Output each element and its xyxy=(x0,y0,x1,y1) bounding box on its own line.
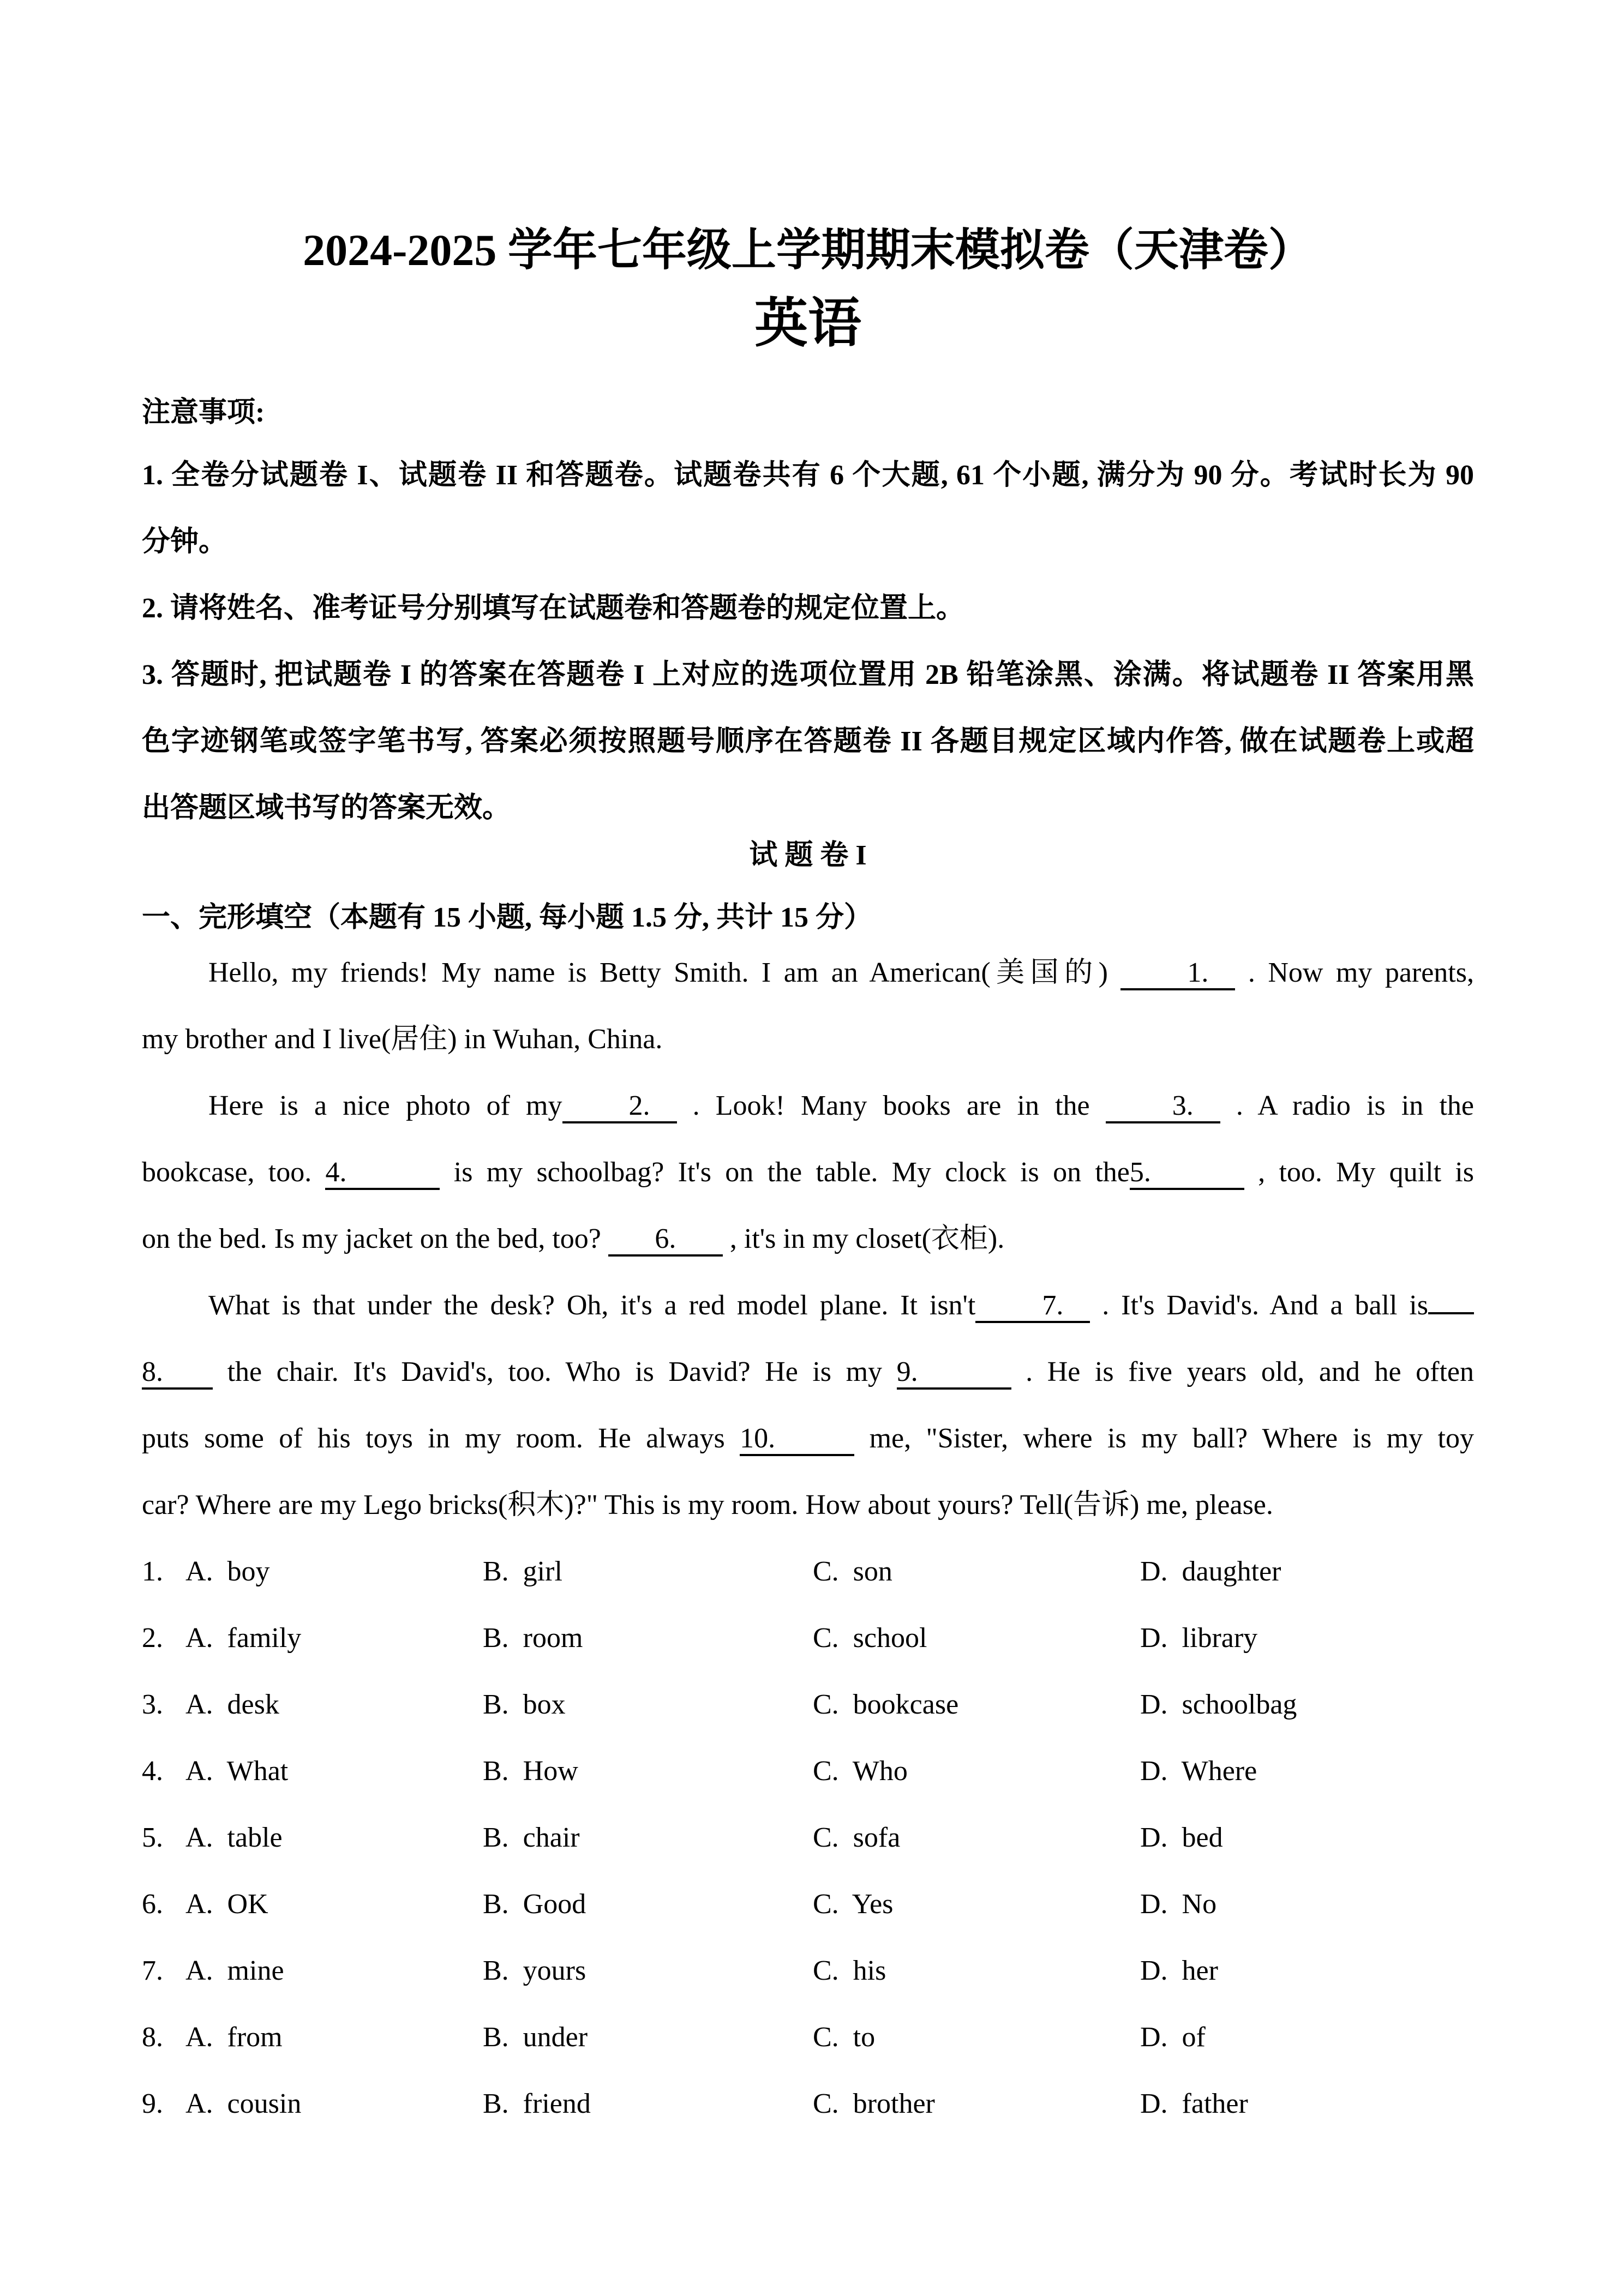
fill-blank-2: 2. xyxy=(562,1091,677,1123)
notes-line: 1. 全卷分试题卷 I、试题卷 II 和答题卷。试题卷共有 6 个大题, 61 个小题, 满分为 90 分。考试时长为 90 xyxy=(142,460,1474,491)
notes-line: 分钟。 xyxy=(142,526,227,557)
fill-blank-10: 10. xyxy=(740,1424,854,1456)
exam-title: 2024-2025 学年七年级上学期期末模拟卷（天津卷） xyxy=(303,225,1313,275)
option-a: 2. A. family xyxy=(142,1605,301,1672)
question-number: 9. xyxy=(142,2088,163,2119)
option-a: 4. A. What xyxy=(142,1738,288,1805)
option-c: C. brother xyxy=(813,2088,935,2119)
question-row xyxy=(142,2071,1474,2137)
option-b: B. friend xyxy=(483,2088,591,2119)
fill-blank-1: 1. xyxy=(1120,958,1235,990)
cloze-passage xyxy=(142,940,1474,1538)
passage-line: on the bed. Is my jacket on the bed, too? 6. , it's in my closet(衣柜). xyxy=(142,1206,1474,1272)
passage-line: puts some of his toys in my room. He always 10. me, "Sister, where is my ball? Where is my toy xyxy=(142,1405,1474,1472)
option-c: C. bookcase xyxy=(813,1689,959,1720)
question-row xyxy=(142,1672,1474,1738)
fill-blank-3: 3. xyxy=(1106,1091,1220,1123)
option-b: B. How xyxy=(483,1756,578,1787)
fill-blank-4: 4. xyxy=(325,1158,440,1190)
paper-part-heading: 试 题 卷 I xyxy=(749,840,867,871)
option-b: B. chair xyxy=(483,1822,580,1853)
question-number: 7. xyxy=(142,1955,163,1986)
passage-line: 8. the chair. It's David's, too. Who is David? He is my 9. . He is five years old, and he often xyxy=(142,1339,1474,1405)
option-b: B. room xyxy=(483,1622,583,1654)
fill-blank-8: 8. xyxy=(142,1357,213,1390)
fill-blank-5: 5. xyxy=(1130,1158,1244,1190)
question-row xyxy=(142,2004,1474,2071)
notes-section xyxy=(142,442,1474,842)
option-d: D. No xyxy=(1140,1889,1217,1920)
passage-line: What is that under the desk? Oh, it's a red model plane. It isn't 7. . It's David's. And a ball is xyxy=(142,1272,1474,1339)
option-a: 3. A. desk xyxy=(142,1672,279,1738)
fill-blank-9: 9. xyxy=(897,1357,1011,1390)
notes-line: 出答题区域书写的答案无效。 xyxy=(142,792,511,824)
option-c: C. Yes xyxy=(813,1889,894,1920)
passage-line: Here is a nice photo of my 2. . Look! Many books are in the 3. . A radio is in the xyxy=(142,1073,1474,1139)
option-c: C. sofa xyxy=(813,1822,901,1853)
option-a: 9. A. cousin xyxy=(142,2071,301,2137)
fill-blank-6: 6. xyxy=(608,1224,723,1257)
notes-line: 3. 答题时, 把试题卷 I 的答案在答题卷 I 上对应的选项位置用 2B 铅笔涂黑、涂满。将试题卷 II 答案用黑 xyxy=(142,659,1474,690)
question-number: 6. xyxy=(142,1889,163,1920)
option-c: C. school xyxy=(813,1622,927,1654)
section1-heading: 一、完形填空（本题有 15 小题, 每小题 1.5 分, 共计 15 分） xyxy=(142,902,873,933)
question-row xyxy=(142,1805,1474,1871)
option-c: C. to xyxy=(813,2022,876,2053)
question-number: 5. xyxy=(142,1822,163,1853)
option-a: 1. A. boy xyxy=(142,1538,270,1605)
option-b: B. box xyxy=(483,1689,566,1720)
passage-line: bookcase, too. 4. is my schoolbag? It's on the table. My clock is on the5. , too. My quilt is xyxy=(142,1139,1474,1206)
question-number: 8. xyxy=(142,2022,163,2053)
question-row xyxy=(142,1938,1474,2004)
notes-line: 色字迹钢笔或签字笔书写, 答案必须按照题号顺序在答题卷 II 各题目规定区域内作答, 做在试题卷上或超 xyxy=(142,726,1474,757)
notes-line: 2. 请将姓名、准考证号分别填写在试题卷和答题卷的规定位置上。 xyxy=(142,593,965,624)
cloze-options-list xyxy=(142,1538,1474,2137)
option-b: B. Good xyxy=(483,1889,586,1920)
passage-line: my brother and I live(居住) in Wuhan, China. xyxy=(142,1024,663,1055)
question-number: 4. xyxy=(142,1756,163,1787)
option-c: C. son xyxy=(813,1556,892,1587)
option-a: 5. A. table xyxy=(142,1805,283,1871)
option-d: D. of xyxy=(1140,2022,1206,2053)
option-b: B. girl xyxy=(483,1556,562,1587)
question-row xyxy=(142,1538,1474,1605)
question-number: 3. xyxy=(142,1689,163,1720)
option-c: C. Who xyxy=(813,1756,908,1787)
passage-line: car? Where are my Lego bricks(积木)?" This is my room. How about yours? Tell(告诉) me, please. xyxy=(142,1489,1273,1520)
option-d: D. father xyxy=(1140,2088,1248,2119)
option-d: D. schoolbag xyxy=(1140,1689,1297,1720)
question-row xyxy=(142,1871,1474,1938)
question-row xyxy=(142,1738,1474,1805)
option-a: 7. A. mine xyxy=(142,1938,284,2004)
question-number: 1. xyxy=(142,1556,163,1587)
passage-line: Hello, my friends! My name is Betty Smith. I am an American(美国的) 1. . Now my parents, xyxy=(142,940,1474,1006)
fill-blank-tail xyxy=(1428,1312,1474,1314)
question-number: 2. xyxy=(142,1622,163,1654)
notes-heading: 注意事项: xyxy=(142,397,265,428)
option-d: D. bed xyxy=(1140,1822,1223,1853)
option-b: B. under xyxy=(483,2022,588,2053)
option-d: D. her xyxy=(1140,1955,1218,1986)
option-b: B. yours xyxy=(483,1955,586,1986)
option-d: D. Where xyxy=(1140,1756,1257,1787)
option-a: 6. A. OK xyxy=(142,1871,268,1938)
fill-blank-7: 7. xyxy=(975,1291,1090,1323)
option-c: C. his xyxy=(813,1955,886,1986)
subject-title: 英语 xyxy=(754,294,861,353)
question-row xyxy=(142,1605,1474,1672)
option-d: D. library xyxy=(1140,1622,1258,1654)
option-d: D. daughter xyxy=(1140,1556,1281,1587)
option-a: 8. A. from xyxy=(142,2004,283,2071)
